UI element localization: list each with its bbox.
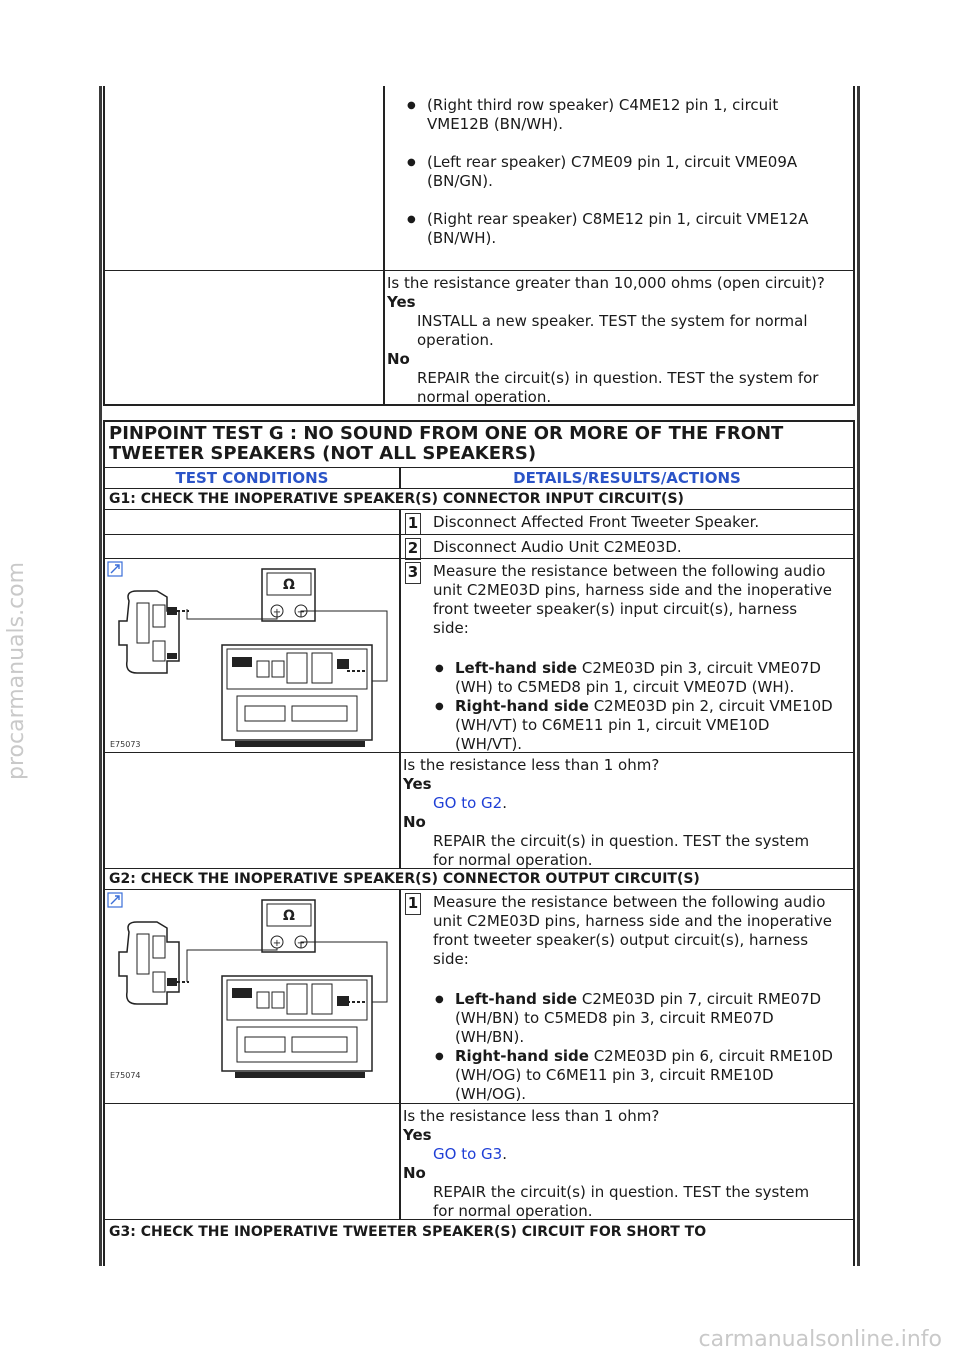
result-block [387,274,852,407]
right-margin-line [857,86,860,1266]
svg-text:Ω: Ω [283,577,295,593]
step-text: Measure the resistance between the following audio unit C2ME03D pins, harness side and the inoperative front tweeter speaker(s) input circuit(s), harness side: [433,562,832,637]
row-divider [105,270,853,271]
side-watermark: procarmanuals.com [4,561,29,780]
step-number: 1 [405,893,421,915]
step-number: 2 [405,538,421,560]
top-table [103,86,855,406]
g1-header [105,488,853,509]
wiring-figure-e75074 [107,892,397,1082]
go-to-g3-link[interactable]: GO to G3 [433,1145,503,1163]
g2-result-row [105,1103,853,1219]
list-item: ● Right-hand side C2ME03D pin 6, circuit RME10D (WH/OG) to C6ME11 pin 3, circuit RME10D (WH/OG). [433,1047,853,1104]
column-header-row [105,467,853,488]
g2-title: G2: CHECK THE INOPERATIVE SPEAKER(S) CONNECTOR OUTPUT CIRCUIT(S) [109,871,700,887]
g1-step1-row [105,509,853,534]
yes-label: Yes [403,775,432,793]
bottom-watermark: carmanualsonline.info [698,1327,942,1352]
g3-header [105,1219,853,1250]
test-title: PINPOINT TEST G : NO SOUND FROM ONE OR MORE OF THE FRONT TWEETER SPEAKERS (NOT ALL SPEAKERS) [109,423,784,464]
g1-step3-row [105,558,853,753]
yes-action: INSTALL a new speaker. TEST the system for normal operation. [417,312,808,349]
g1-title: G1: CHECK THE INOPERATIVE SPEAKER(S) CONNECTOR INPUT CIRCUIT(S) [109,491,684,507]
svg-text:−: − [296,607,306,618]
figure-label: E75074 [110,1071,141,1080]
bullet-list [433,659,853,754]
column-divider [383,86,385,404]
bullet-list [433,990,853,1104]
list-item: ● Right-hand side C2ME03D pin 2, circuit VME10D (WH/VT) to C6ME11 pin 1, circuit VME10D (WH/VT). [433,697,853,754]
no-label: No [403,1164,426,1182]
pinpoint-test-g [103,420,855,1266]
left-margin-line [99,86,102,1266]
figure-label: E75073 [110,740,141,749]
question-text: Is the resistance greater than 10,000 ohms (open circuit)? [387,274,825,292]
step-number: 1 [405,513,421,535]
no-label: No [403,813,426,831]
svg-text:−: − [296,938,306,949]
yes-label: Yes [387,293,416,311]
column-divider [399,1104,401,1219]
list-item: ● Left-hand side C2ME03D pin 7, circuit RME07D (WH/BN) to C5MED8 pin 3, circuit RME07D (WH/BN). [433,990,853,1047]
svg-text:+: + [272,607,282,618]
step-number: 3 [405,562,421,584]
no-action: REPAIR the circuit(s) in question. TEST the system for normal operation. [417,369,819,406]
no-label: No [387,350,410,368]
g1-step2-row [105,534,853,559]
list-item: ● Left-hand side C2ME03D pin 3, circuit VME07D (WH) to C5MED8 pin 1, circuit VME07D (WH). [433,659,853,697]
wiring-figure-e75073 [107,561,397,751]
yes-label: Yes [403,1126,432,1144]
go-to-g2-link[interactable]: GO to G2 [433,794,503,812]
g3-title: G3: CHECK THE INOPERATIVE TWEETER SPEAKER(S) CIRCUIT FOR SHORT TO [109,1224,707,1240]
header-details: DETAILS/RESULTS/ACTIONS [401,469,853,487]
question-text: Is the resistance less than 1 ohm? [403,756,660,774]
list-item: ● (Right rear speaker) C8ME12 pin 1, circuit VME12A (BN/WH). [405,210,845,248]
bullet-list [405,96,845,248]
no-action: REPAIR the circuit(s) in question. TEST the system for normal operation. [433,832,810,869]
g2-header [105,868,853,889]
step-text: Disconnect Affected Front Tweeter Speaker. [433,513,760,531]
step-text: Disconnect Audio Unit C2ME03D. [433,538,682,556]
column-divider [399,753,401,868]
result-block: Is the resistance less than 1 ohm? Yes GO to G2. No REPAIR the circuit(s) in question. TEST the system for normal operation. [403,756,853,870]
question-text: Is the resistance less than 1 ohm? [403,1107,660,1125]
svg-text:Ω: Ω [283,908,295,924]
no-action: REPAIR the circuit(s) in question. TEST the system for normal operation. [433,1183,810,1220]
list-item: ● (Right third row speaker) C4ME12 pin 1, circuit VME12B (BN/WH). [405,96,845,134]
list-item: ● (Left rear speaker) C7ME09 pin 1, circuit VME09A (BN/GN). [405,153,845,191]
svg-text:+: + [272,938,282,949]
g1-result-row [105,752,853,868]
header-test-conditions: TEST CONDITIONS [105,469,399,487]
g2-step1-row [105,889,853,1104]
result-block: Is the resistance less than 1 ohm? Yes GO to G3. No REPAIR the circuit(s) in question. TEST the system for normal operation. [403,1107,853,1221]
step-text: Measure the resistance between the following audio unit C2ME03D pins, harness side and the inoperative front tweeter speaker(s) output circuit(s), harness side: [433,893,832,968]
